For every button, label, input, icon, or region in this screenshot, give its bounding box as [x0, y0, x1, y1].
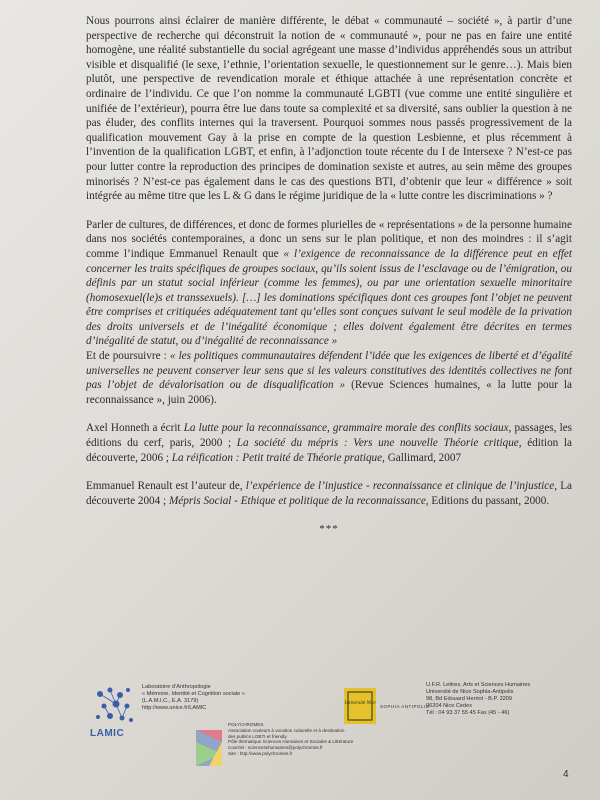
polychromes-logo-icon [192, 724, 226, 772]
lamic-logo-icon [92, 684, 136, 728]
lamic-name: LAMIC [90, 728, 125, 739]
paragraph-honneth [86, 421, 572, 465]
renault-quote-2: « les politiques communautaires défendent l’idée que les exigences de liberté et d’égalité universelles ne peuvent conserver leur sens que si les valeurs constitutives des identités collectives ne font pas l’objet de dévalorisation ou de disqualification » [86, 350, 573, 392]
honneth-pub-3: Gallimard, 2007 [387, 451, 462, 464]
renault-intro: Emmanuel Renault est l’auteur de, [86, 480, 243, 493]
paragraph-renault [86, 479, 572, 508]
ufr-line: U.F.R. Lettres, Arts et Sciences Humaines [426, 682, 531, 688]
renault-pub-1: La découverte 2004 ; [86, 480, 573, 507]
lamic-line: (L.A.M.I.C., E.A. 3179) [142, 698, 199, 704]
renault-title-2: Mépris Social - Ethique et politique de la reconnaissance, [168, 494, 429, 507]
honneth-pub-1: passages, les éditions du cerf, paris, 2000 ; [86, 422, 573, 450]
poursuivre-intro: Et de poursuivre : [86, 350, 167, 363]
renault-quote: « l’exigence de reconnaissance de la différence peut en effet concerner les traits spécifiques de groupes sociaux, qu’ils soient issus de l’esclavage ou de l’émigration, ou définis par un statut social inférieur (comme les femmes), ou par une orientation sexuelle minoritaire (homosexuel(le)s et transsexuels). […] les dominations spécifiques dont ces groupes font l’objet ne peuvent être comprises et critiquées adéquatement tant qu’elles sont conçues suivant le seul modèle de la privation des droits universels et de l’inégalité économique ; elles doivent également être décrites en termes d’inégalité de statut, ou d’inégalité de reconnaissance » [86, 247, 572, 348]
polychromes-info [228, 722, 448, 757]
ufr-line: 06204 Nice Cedex [426, 703, 473, 709]
revue-reference: (Revue Sciences humaines, « la lutte pour la reconnaissance », juin 2006). [86, 379, 572, 406]
polychromes-line: Site : http://www.polychromes.fr [228, 750, 293, 756]
honneth-title-1: La lutte pour la reconnaissance, grammaire morale des conflits sociaux, [183, 422, 512, 435]
page-number: 4 [563, 769, 569, 780]
ufr-line: Université de Nice Sophia-Antipolis [426, 689, 514, 695]
lamic-line: Laboratoire d’Anthropologie [142, 684, 211, 690]
page-footer [0, 680, 600, 800]
honneth-title-3: La réification : Petit traité de Théorie pratique, [171, 451, 385, 464]
section-separator: *** [319, 523, 339, 536]
ufr-address [426, 682, 586, 717]
lamic-address [142, 684, 292, 712]
honneth-intro: Axel Honneth a écrit [86, 422, 181, 435]
unice-logo-text: Université Nice [344, 701, 376, 706]
renault-pub-2: Editions du passant, 2000. [431, 494, 550, 507]
lamic-line: « Mémoire, Identité et Cognition sociale » [142, 691, 245, 697]
polychromes-line: Association couleurs à vocation culturelle et à destination [228, 727, 345, 733]
unice-tagline: SOPHIA ANTIPOLIS [380, 704, 430, 709]
ufr-line: 98, Bd Edouard Herriot - B.P. 3209 [426, 696, 513, 702]
body-text [86, 14, 572, 537]
honneth-pub-2: édition la découverte, 2006 ; [86, 437, 572, 464]
honneth-title-2: La société du mépris : Vers une nouvelle Théorie critique, [236, 437, 522, 450]
ufr-line: Tél : 04 93 37 55 45 Fax (45 - 46) [426, 710, 510, 716]
cultures-intro: Parler de cultures, de différences, et donc de formes plurielles de « représentations » de la personne humaine dans nos sociétés contemporaines, a donc un sens sur le plan politique, et non des moindres : il s’agit comme l’indique Emmanuel Renault que [86, 218, 572, 260]
lamic-line: http://www.unice.fr/LAMIC [142, 705, 207, 711]
polychromes-line: Courriel : sciencesshumaines@polychromes.fr [228, 745, 323, 751]
paragraph-communaute: Nous pourrons ainsi éclairer de manière différente, le débat « communauté – société », à partir d’une perspective de recherche qui déconstruit la notion de « communauté », pour ne pas en faire une entité homogène, une réalité substantielle du social agrégeant une masse d’individus appréhendés sous un attribut visible et disqualifié (le sexe, l’ethnie, l’orientation sexuelle, le questionnement sur le genre…). Mais bien plutôt, une perspective de revendication morale et éthique attachée à une représentation concrète et ordinaire de l’individu. Ce que l’on nomme la communauté LGBTI (vue comme une entité singulière et unifiée de l’extérieur), pourra être lue dans toute sa complexité et sa diversité, sans oublier la question à ne pas éluder, des conflits internes qui la traversent. Pourquoi sommes nous passés progressivement de la qualification mouvement Gay à la prise en compte de la question Lesbienne, et plus récemment à l’invention de la qualification LGBT, et enfin, à l’adjonction toute récente du I de Intersexe ? N’est-ce pas pour lutter contre la reproduction des principes de domination sexiste et autres, au sein même des groupes minorisés ? N’est-ce pas également dans le cas des questions BTI, d’obtenir que leur « différence » soit intégrée au même titre que les L & G dans le régime juridique de la « lutte contre les discriminations » ? [86, 15, 572, 203]
polychromes-name: POLYCHROMES [228, 722, 264, 727]
polychromes-line: des publics LGBTI et friendly [228, 733, 287, 739]
polychromes-line: Pôle thématique Sciences Humaines et Sociales & Littérature [228, 739, 354, 745]
renault-title-1: l’expérience de l’injustice - reconnaissance et clinique de l’injustice, [245, 480, 557, 493]
paragraph-cultures [86, 218, 572, 408]
